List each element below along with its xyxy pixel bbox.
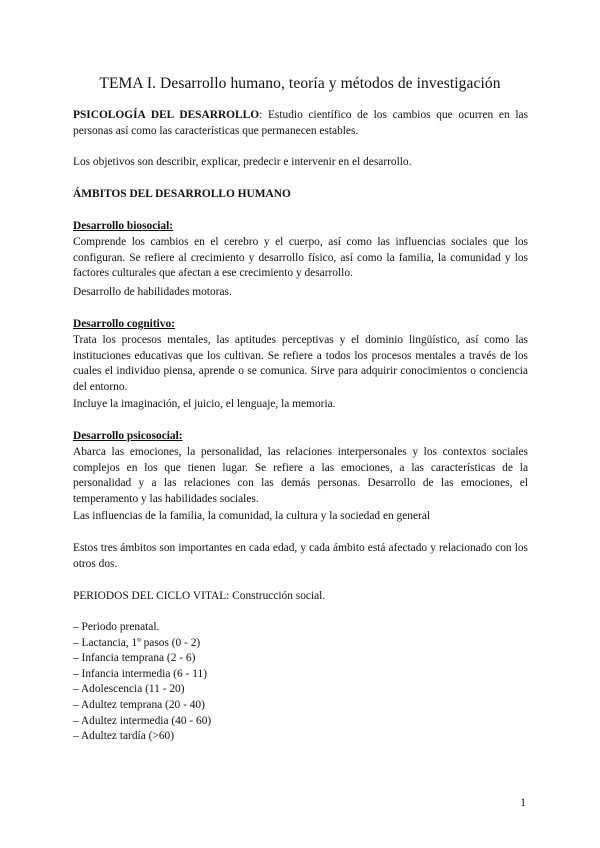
list-item: – Infancia intermedia (6 - 11) — [73, 667, 207, 680]
list-item: – Adultez temprana (20 - 40) — [73, 698, 205, 711]
periods-heading: PERIODOS DEL CICLO VITAL: Construcción social. — [73, 590, 326, 602]
objectives-paragraph: Los objetivos son describir, explicar, predecir e intervenir en el desarrollo. — [73, 156, 412, 168]
ambitos-heading: ÁMBITOS DEL DESARROLLO HUMANO — [73, 188, 291, 200]
periods-list — [73, 620, 211, 745]
list-item: – Adultez tardía (>60) — [73, 730, 174, 743]
biosocial-text: Comprende los cambios en el cerebro y el cuerpo, así como las influencias sociales que los configuran. Se refiere al crecimiento y desarrollo físico, así como la familia, la comunidad y los factores culturales que afectan a ese crecimiento y desarrollo. — [73, 236, 528, 280]
list-item: – Periodo prenatal. — [73, 621, 160, 633]
psicosocial-extra: Las influencias de la familia, la comunidad, la cultura y la sociedad en general — [73, 510, 431, 522]
list-item: – Infancia temprana (2 - 6) — [73, 652, 196, 665]
summary-paragraph: Estos tres ámbitos son importantes en cada edad, y cada ámbito está afectado y relacionado con los otros dos. — [73, 542, 528, 570]
page-number: 1 — [520, 797, 526, 809]
psicosocial-heading: Desarrollo psicosocial: — [73, 430, 183, 442]
document-title: TEMA I. Desarrollo humano, teoría y métodos de investigación — [99, 75, 501, 92]
biosocial-heading: Desarrollo biosocial: — [73, 220, 174, 232]
cognitivo-text: Trata los procesos mentales, las aptitudes perceptivas y el dominio lingüístico, así como las instituciones educativas que los cultivan. Se refiere a todos los procesos mentales a través de los cuales el individuo piensa, aprende o se comunica. Sirve para adquirir conocimientos o conciencia del entorno. — [73, 334, 528, 393]
cognitivo-heading: Desarrollo cognitivo: — [73, 318, 175, 330]
intro-paragraph — [73, 108, 528, 139]
biosocial-extra: Desarrollo de habilidades motoras. — [73, 286, 232, 298]
list-item: – Lactancia, 1º pasos (0 - 2) — [73, 636, 201, 649]
psicosocial-text: Abarca las emociones, la personalidad, las relaciones interpersonales y los contextos sociales complejos en los que tienen lugar. Se refiere a las emociones, a las características de la personalidad y a las relaciones con las demás personas. Desarrollo de las emociones, el temperamento y las habilidades sociales. — [73, 446, 528, 505]
list-item: – Adultez intermedia (40 - 60) — [73, 714, 212, 727]
intro-term: PSICOLOGÍA DEL DESARROLLO — [73, 109, 260, 121]
cognitivo-extra: Incluye la imaginación, el juicio, el lenguaje, la memoria. — [73, 398, 336, 410]
intro-definition: : Estudio científico de los cambios que ocurren en las personas así como las características que permanecen estables. — [73, 109, 529, 137]
list-item: – Adolescencia (11 - 20) — [73, 683, 185, 696]
